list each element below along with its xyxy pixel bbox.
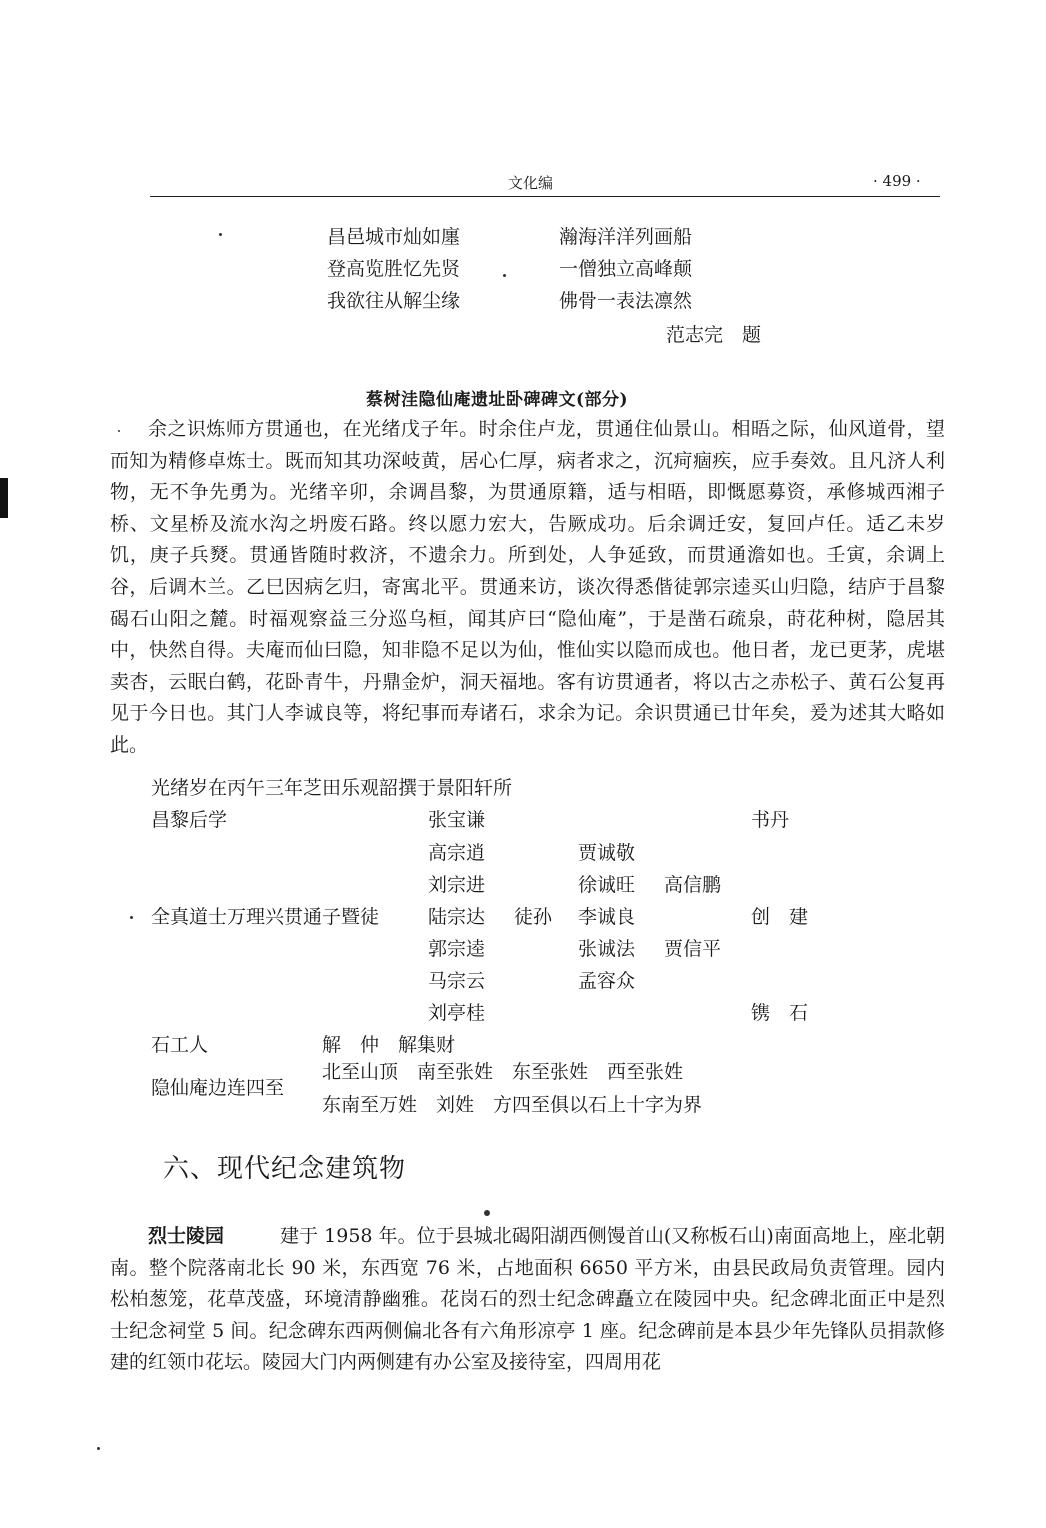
grand-disciple-3: 李诚良	[578, 906, 636, 928]
stoneworker-names: 解 仲 解集财	[322, 1034, 456, 1056]
entry-body: 建于 1958 年。位于县城北碣阳湖西侧馒首山(又称板石山)南面高地上，座北朝南。整个院落南北长 90 米，东西宽 76 米，占地面积 6650 平方米，由县民政局负责管理。园内松柏葱笼，花草茂盛，环境清静幽雅。花岗石的烈士纪念碑矗立在陵园中央。纪念碑北面正中是烈士纪念祠堂 5 间。纪念碑东西两侧偏北各有六角形凉亭 1 座。纪念碑前是本县少年先锋队员捐款修建的红领巾花坛。陵园大门内两侧建有办公室及接待室，四周用花	[110, 1225, 945, 1374]
carved-label: 镌 石	[751, 1002, 809, 1024]
poem-line-1-right: 瀚海洋洋列画船	[559, 226, 693, 248]
shudan-label: 书丹	[751, 809, 790, 831]
disciple-2: 高宗逍	[428, 842, 486, 864]
entry-title: 烈士陵园	[148, 1225, 225, 1247]
scan-speck	[219, 233, 222, 236]
boundary-line-2: 东南至万姓 刘姓 方四至俱以石上十字为界	[322, 1094, 703, 1116]
grand-label: 徒孙	[514, 906, 553, 928]
disciple-4: 陆宗达	[428, 906, 486, 928]
founded-label: 创 建	[751, 906, 809, 928]
disciple-5: 郭宗逵	[428, 938, 486, 960]
martyrs-cemetery-entry	[110, 1221, 945, 1379]
poem-line-2-left: 登高览胜忆先贤	[327, 258, 461, 280]
inscription-dateline: 光绪岁在丙午三年芝田乐观韶撰于景阳轩所	[151, 777, 513, 799]
grand-disciple-5: 孟容众	[578, 970, 636, 992]
inscription-title: 蔡树洼隐仙庵遗址卧碑碑文(部分)	[366, 390, 629, 410]
boundary-label: 隐仙庵边连四至	[151, 1077, 285, 1099]
grand-disciple-2: 徐诚旺	[578, 874, 636, 896]
scan-speck	[130, 916, 133, 919]
master-label: 全真道士万理兴贯通子暨徒	[151, 906, 380, 928]
disciple-6: 马宗云	[428, 970, 486, 992]
scan-speck	[484, 1210, 490, 1216]
scan-speck	[97, 1447, 100, 1450]
disciple-1: 张宝谦	[428, 809, 486, 831]
grand-disciple-4: 张诚法	[578, 938, 636, 960]
grand-disciple-1: 贾诚敬	[578, 842, 636, 864]
poem-line-3-left: 我欲往从解尘缘	[327, 290, 461, 312]
poem-signature: 范志完 题	[666, 324, 762, 346]
poem-line-2-right: 一僧独立高峰颠	[559, 258, 693, 280]
poem-line-1-left: 昌邑城市灿如廛	[327, 226, 461, 248]
scan-speck	[503, 274, 506, 277]
header-rule	[150, 196, 940, 197]
stoneworker-label: 石工人	[151, 1034, 209, 1056]
scan-edge-mark	[0, 478, 8, 518]
disciple-3: 刘宗进	[428, 874, 486, 896]
changli-label: 昌黎后学	[151, 809, 228, 831]
section-heading: 六、现代纪念建筑物	[163, 1154, 407, 1184]
section-header: 文化编	[508, 174, 554, 192]
disciple-7: 刘亭桂	[428, 1002, 486, 1024]
poem-line-3-right: 佛骨一表法凛然	[559, 290, 693, 312]
scan-speck	[118, 430, 120, 432]
inscription-body: 余之识炼师方贯通也，在光绪戊子年。时余住卢龙，贯通住仙景山。相晤之际，仙风道骨，望而知为精修卓炼士。既而知其功深岐黄，居心仁厚，病者求之，沉疴痼疾，应手奏效。且凡济人利物，无不争先勇为。光绪辛卯，余调昌黎，为贯通原籍，适与相晤，即慨愿募资，承修城西湘子桥、文星桥及流水沟之坍废石路。终以愿力宏大，告厥成功。后余调迁安，复回卢任。适乙未岁饥，庚子兵燹。贯通皆随时救济，不遗余力。所到处，人争延致，而贯通澹如也。壬寅，余调上谷，后调木兰。乙巳因病乞归，寄寓北平。贯通来访，谈次得悉偕徒郭宗逵买山归隐，结庐于昌黎碣石山阳之麓。时福观察益三分巡乌桓，闻其庐曰“隐仙庵”，于是凿石疏泉，莳花种树，隐居其中，快然自得。夫庵而仙曰隐，知非隐不足以为仙，惟仙实以隐而成也。他日者，龙已更茅，虎堪卖杏，云眠白鹤，花卧青牛，丹鼎金炉，洞天福地。客有访贯通者，将以古之赤松子、黄石公复再见于今日也。其门人李诚良等，将纪事而寿诸石，求余为记。余识贯通已廿年矣，爰为述其大略如此。	[110, 418, 945, 756]
grand-second-2: 贾信平	[664, 938, 722, 960]
page-number: · 499 ·	[873, 172, 921, 190]
boundary-line-1: 北至山顶 南至张姓 东至张姓 西至张姓	[322, 1061, 684, 1083]
grand-second-1: 高信鹏	[664, 874, 722, 896]
